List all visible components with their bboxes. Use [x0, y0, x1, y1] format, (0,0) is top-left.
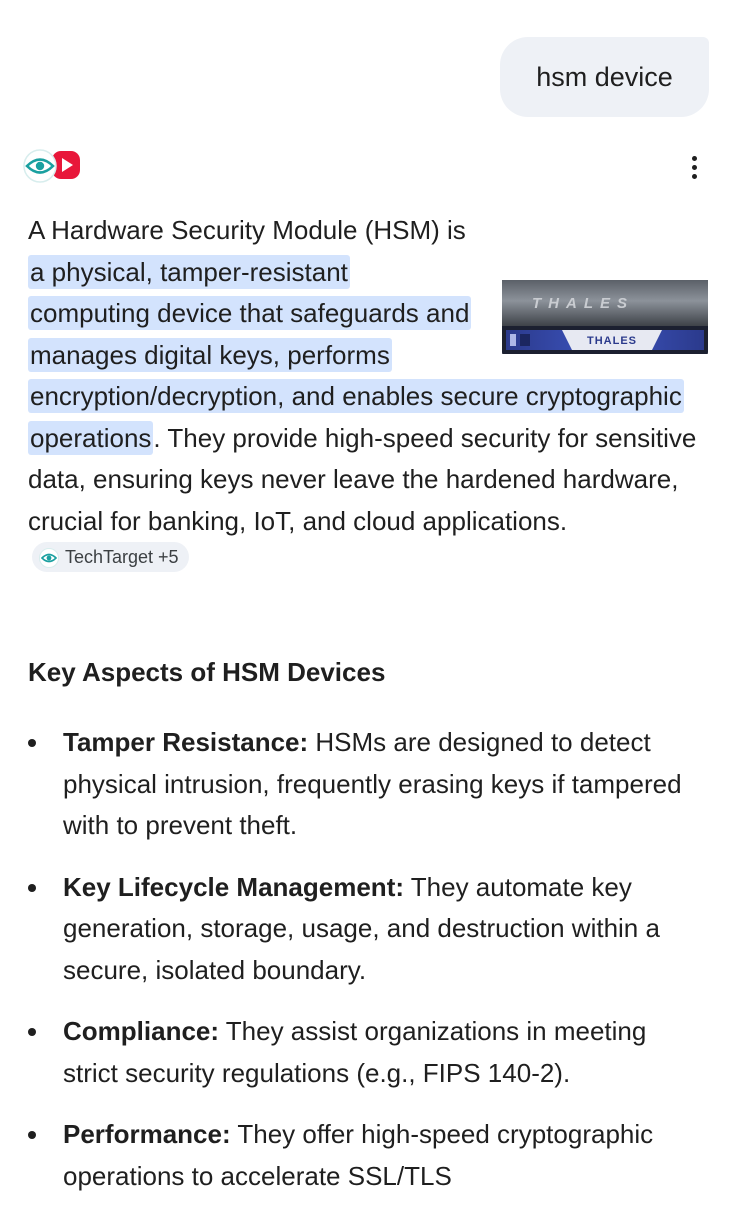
key-aspects-list [28, 722, 708, 1217]
list-item [28, 722, 708, 847]
answer-paragraph [28, 210, 708, 584]
list-item [28, 1114, 708, 1197]
answer-lead-text: A Hardware Security Module (HSM) is [28, 215, 466, 245]
svg-text:THALES: THALES [587, 335, 637, 347]
bullet-dot-icon [28, 1028, 36, 1036]
list-item-term: Key Lifecycle Management: [63, 871, 405, 902]
list-item-text: They assist organizations in meeting strict security regulations (e.g., FIPS 140-2). [63, 1016, 647, 1088]
bullet-dot-icon [28, 1131, 36, 1139]
list-item-term: Compliance: [63, 1016, 220, 1046]
list-item-term: Performance: [63, 1119, 231, 1149]
hsm-device-thumbnail[interactable] [502, 274, 708, 358]
list-item-text: They automate key generation, storage, usage, and destruction within a secure, isolated boundary. [63, 871, 660, 985]
bullet-dot-icon [28, 739, 36, 747]
section-title: Key Aspects of HSM Devices [28, 657, 386, 687]
eye-icon [39, 547, 59, 567]
answer-rest-text: . They provide high-speed security for sensitive data, ensuring keys never leave the hardened hardware, crucial for banking, IoT, and cloud applications. [28, 422, 697, 536]
user-query-bubble [500, 37, 709, 117]
user-query-text: hsm device [536, 61, 673, 92]
answer-highlighted-text[interactable]: a physical, tamper-resistant computing device that safeguards and manages digital keys, performs encryption/decryption, and enables secure cryptographic operations [30, 256, 682, 453]
list-item-text: HSMs are designed to detect physical intrusion, frequently erasing keys if tampered with to prevent theft. [63, 727, 682, 840]
bullet-dot-icon [28, 884, 36, 892]
list-item [28, 1011, 708, 1094]
ai-overview-logo-icon [22, 148, 84, 184]
list-item [28, 867, 708, 992]
source-chip[interactable] [32, 542, 189, 572]
list-item-text: They offer high-speed cryptographic operations to accelerate SSL/TLS [63, 1119, 654, 1191]
source-chip-label: TechTarget +5 [65, 547, 179, 567]
svg-text:THALES: THALES [532, 295, 634, 312]
more-vert-icon[interactable] [676, 150, 712, 184]
list-item-term: Tamper Resistance: [63, 727, 309, 757]
